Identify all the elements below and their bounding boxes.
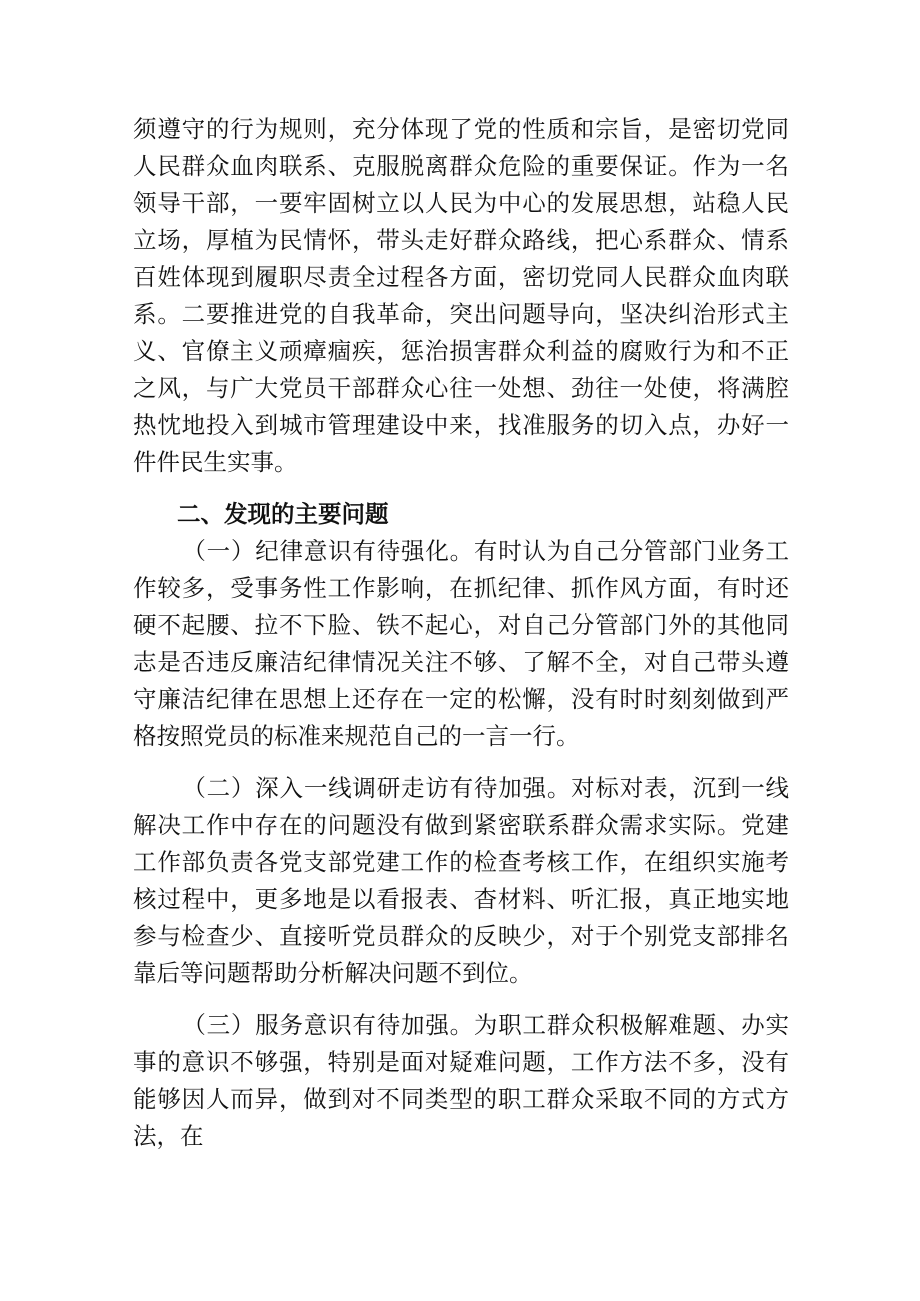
document-body bbox=[133, 111, 789, 1155]
problem-paragraph-1: （一）纪律意识有待强化。有时认为自己分管部门业务工作较多，受事务性工作影响，在抓纪律、抓作风方面，有时还硬不起腰、拉不下脸、铁不起心，对自己分管部门外的其他同志是否违反廉洁纪律情况关注不够、了解不全，对自己带头遵守廉洁纪律在思想上还存在一定的松懈，没有时时刻刻做到严格按照党员的标准来规范自己的一言一行。 bbox=[133, 537, 789, 750]
section-heading: 二、发现的主要问题 bbox=[177, 500, 389, 528]
problem-paragraph-2: （二）深入一线调研走访有待加强。对标对表，沉到一线解决工作中存在的问题没有做到紧密联系群众需求实际。党建工作部负责各党支部党建工作的检查考核工作，在组织实施考核过程中，更多地是以看报表、杳材料、听汇报，真正地实地参与检查少、直接听党员群众的反映少，对于个别党支部排名靠后等问题帮助分析解决问题不到位。 bbox=[133, 774, 789, 987]
problem-paragraph-3: （三）服务意识有待加强。为职工群众积极解难题、办实事的意识不够强，特别是面对疑难问题，工作方法不多，没有能够因人而异，做到对不同类型的职工群众采取不同的方式方法，在 bbox=[133, 1011, 789, 1150]
continuation-paragraph: 须遵守的行为规则，充分体现了党的性质和宗旨，是密切党同人民群众血肉联系、克服脱离群众危险的重要保证。作为一名领导干部，一要牢固树立以人民为中心的发展思想，站稳人民立场，厚植为民情怀，带头走好群众路线，把心系群众、情系百姓体现到履职尽责全过程各方面，密切党同人民群众血肉联系。二要推进党的自我革命，突出问题导向，坚决纠治形式主义、官僚主义顽瘴痼疾，惩治损害群众利益的腐败行为和不正之风，与广大党员干部群众心往一处想、劲往一处使，将满腔热忱地投入到城市管理建设中来，找准服务的切入点，办好一件件民生实事。 bbox=[133, 115, 789, 476]
